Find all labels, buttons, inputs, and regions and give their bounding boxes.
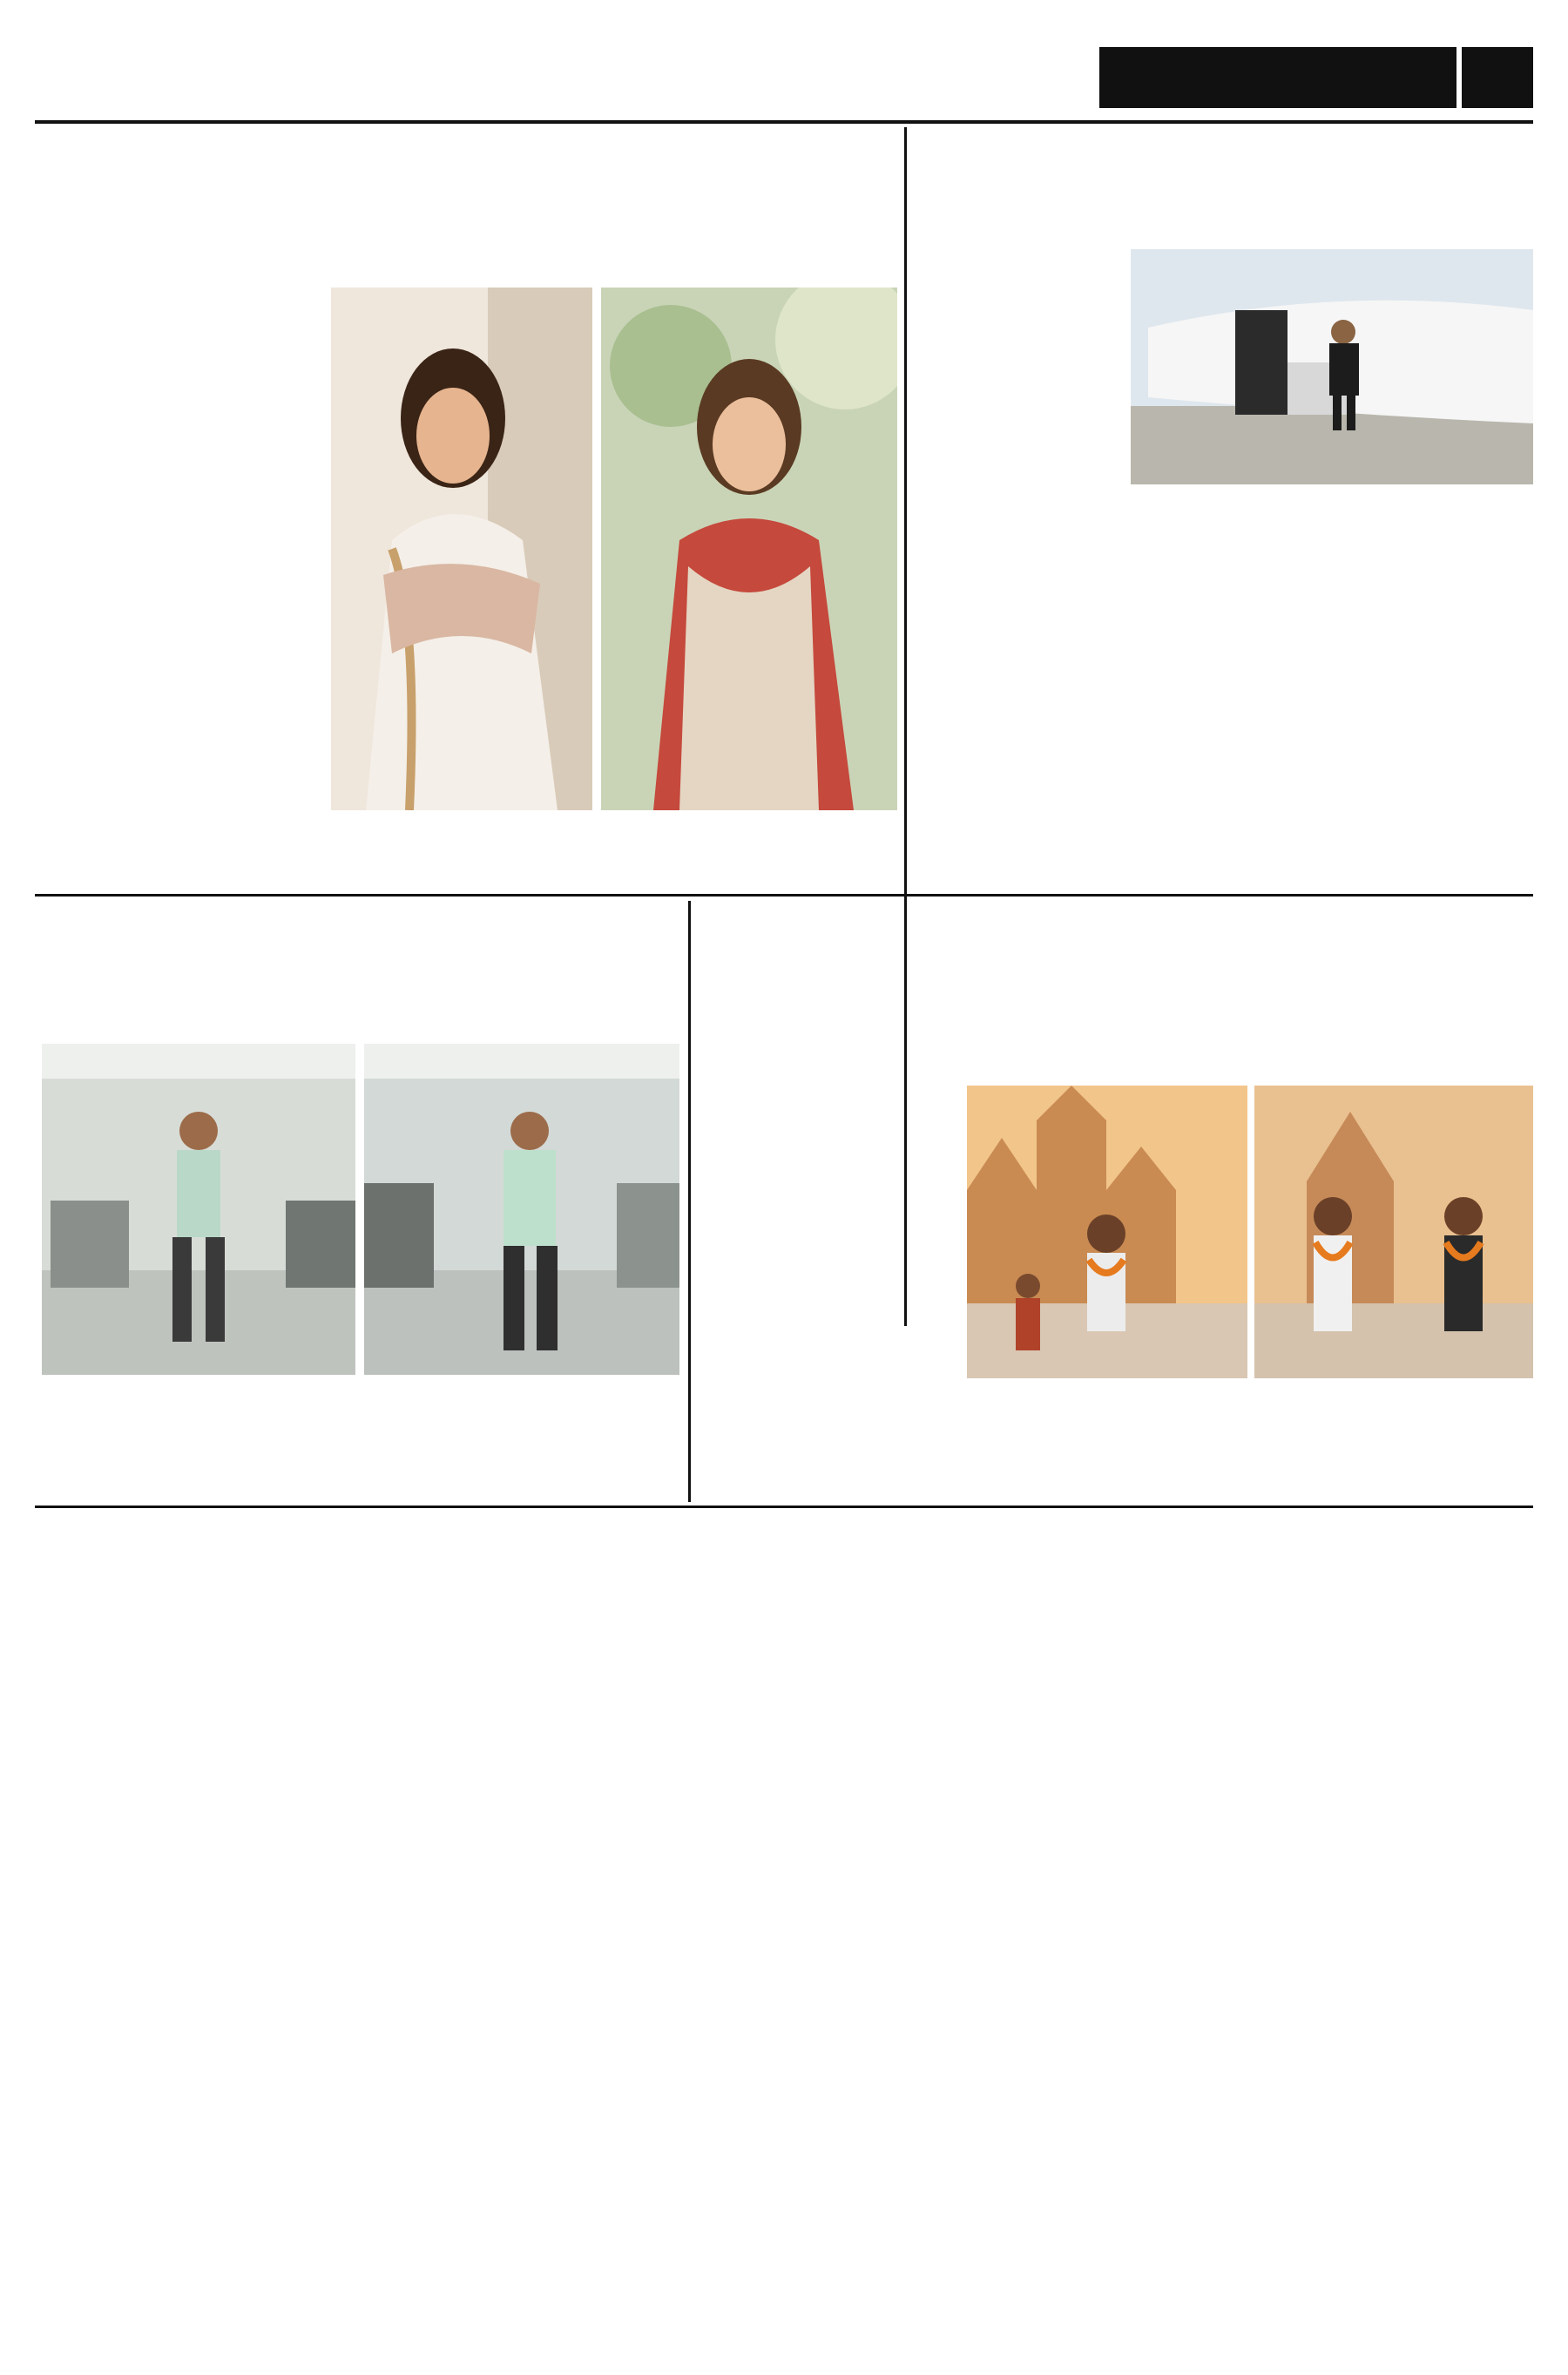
article-3-photo-left <box>42 1044 355 1375</box>
section-rule <box>35 1506 1533 1508</box>
article-3-photo-right <box>364 1044 679 1375</box>
article-3-caption-2 <box>364 1385 679 1499</box>
article-4-photo-right <box>1254 1086 1533 1378</box>
article-1-photo-right <box>601 288 897 810</box>
section-rule <box>35 894 1533 897</box>
article-3-caption-1 <box>42 1385 355 1499</box>
article-2-photo <box>1131 249 1533 484</box>
article-1-caption-1 <box>331 817 592 885</box>
article-2-body <box>913 260 1122 887</box>
article-1-headline <box>35 131 897 143</box>
column-divider <box>688 901 691 1502</box>
article-2-caption-1 <box>1131 493 1327 885</box>
article-1-caption-2 <box>618 817 889 885</box>
article-2-caption-2 <box>1335 493 1533 885</box>
article-4-caption-2 <box>1254 1387 1533 1500</box>
article-4-caption-1 <box>967 1387 1247 1500</box>
masthead-rule <box>35 120 1533 124</box>
article-1-photo-left <box>331 288 592 810</box>
article-1-body <box>42 288 322 880</box>
page-number <box>1462 47 1533 108</box>
article-2-headline <box>911 131 1533 139</box>
article-4-headline <box>695 906 1533 918</box>
article-3-headline <box>35 903 679 911</box>
section-label <box>1099 47 1456 108</box>
article-4-photo-left <box>967 1086 1247 1378</box>
article-4-body <box>697 1086 958 1502</box>
